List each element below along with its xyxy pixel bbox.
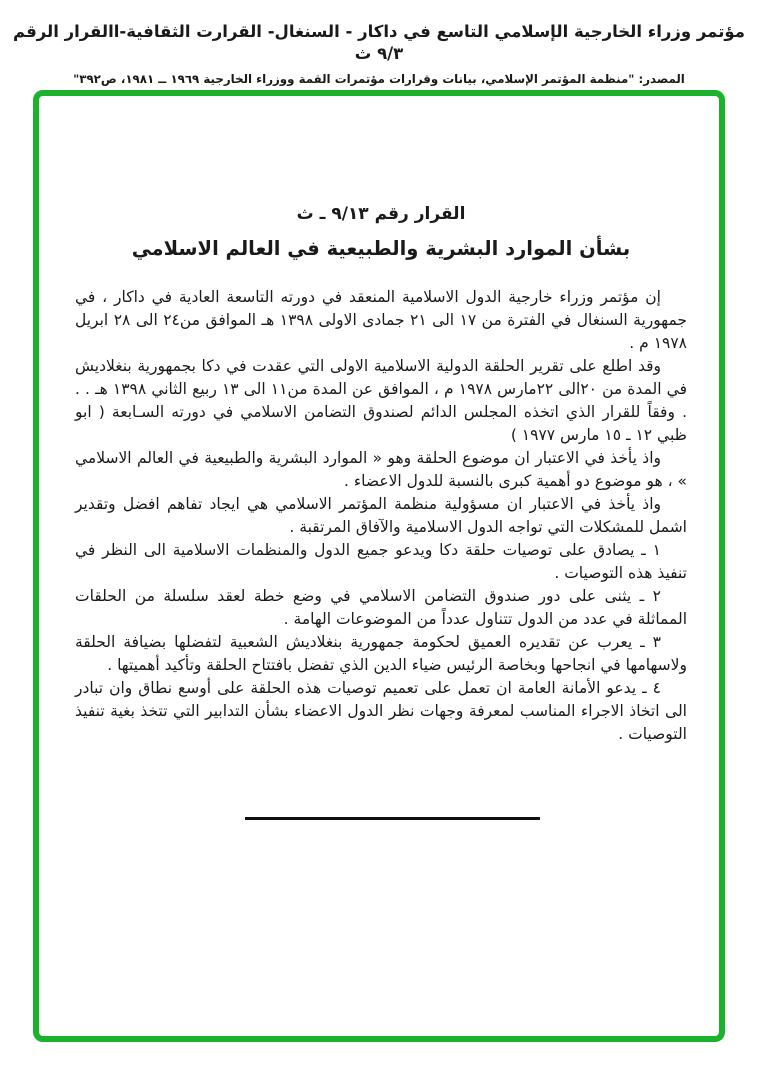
preamble-paragraph-3: واذ يأخذ في الاعتبار ان موضوع الحلقة وهو « الموارد البشرية والطبيعية في العالم الاسلامي » ، هو موضوع دو أهمية كبرى بالنسبة للدول الاعضاء .	[75, 449, 687, 490]
document-header	[0, 0, 758, 87]
resolution-item-1: ١ ـ يصادق على توصيات حلقة دكا ويدعو جميع الدول والمنظمات الاسلامية الى النظر في تنفيذ هذه التوصيات .	[75, 541, 687, 582]
document-header-title: مؤتمر وزراء الخارجية الإسلامي التاسع في داكار - السنغال- القرارت الثقافية-االقرار الرقم ٩/٣ ث	[13, 22, 745, 63]
preamble-paragraph-4: واذ يأخذ في الاعتبار ان مسؤولية منظمة المؤتمر الاسلامي هي ايجاد تفاهم افضل وتقدير اشمل للمشكلات التي تواجه الدول الاسلامية والآفاق المرتقبة .	[75, 495, 687, 536]
resolution-number-line: القرار رقم ٩/١٣ ـ ث	[296, 204, 466, 224]
resolution-item-4: ٤ ـ يدعو الأمانة العامة ان تعمل على تعميم توصيات هذه الحلقة على أوسع نطاق وان تبادر الى اتخاذ الاجراء المناسب لمعرفة وجهات نظر الدول الاعضاء بشأن التدابير التي تتخذ بغية تنفيذ التوصيات .	[75, 679, 687, 743]
resolution-subject-title: بشأن الموارد البشرية والطبيعية في العالم الاسلامي	[131, 237, 631, 260]
resolution-body	[39, 96, 719, 820]
green-border-frame	[33, 90, 725, 1042]
resolution-item-3: ٣ ـ يعرب عن تقديره العميق لحكومة جمهورية بنغلاديش الشعبية لتفضلها بضيافة الحلقة ولاسهامها في انجاحها وبخاصة الرئيس ضياء الدين الذي تفضل بافتتاح الحلقة وتأكيد أهميتها .	[75, 633, 687, 674]
resolution-item-2: ٢ ـ يثنى على دور صندوق التضامن الاسلامي في وضع خطة لعقد سلسلة من الحلقات المماثلة في عدد من الدول تتناول عدداً من الموضوعات الهامة .	[75, 587, 687, 628]
preamble-paragraph-1: إن مؤتمر وزراء خارجية الدول الاسلامية المنعقد في دورته التاسعة العادية في داكار ، في جمهورية السنغال في الفترة من ١٧ الى ٢١ جمادى الاولى ١٣٩٨ هـ الموافق من٢٤ الى ٢٨ ابريل ١٩٧٨ م .	[75, 288, 687, 352]
preamble-paragraph-2: وقد اطلع على تقرير الحلقة الدولية الاسلامية الاولى التي عقدت في دكا بجمهورية بنغلاديش في المدة من ٢٠الى ٢٢مارس ١٩٧٨ م ، الموافق عن المدة من١١ الى ١٣ ربيع الثاني ١٣٩٨ هـ . . . وفقاً للقرار الذي اتخذه المجلس الدائم لصندوق التضامن الاسلامي في دورته السـابعة ( ابو ظبي ١٢ ـ ١٥ مارس ١٩٧٧ )	[75, 357, 687, 444]
footer-divider-rule	[245, 817, 540, 820]
document-source-line: المصدر: "منظمة المؤتمر الإسلامي، بيانات وقرارات مؤتمرات القمة ووزراء الخارجية ١٩٦٩ ــ ١٩٨١، ص٣٩٢"	[73, 72, 685, 86]
